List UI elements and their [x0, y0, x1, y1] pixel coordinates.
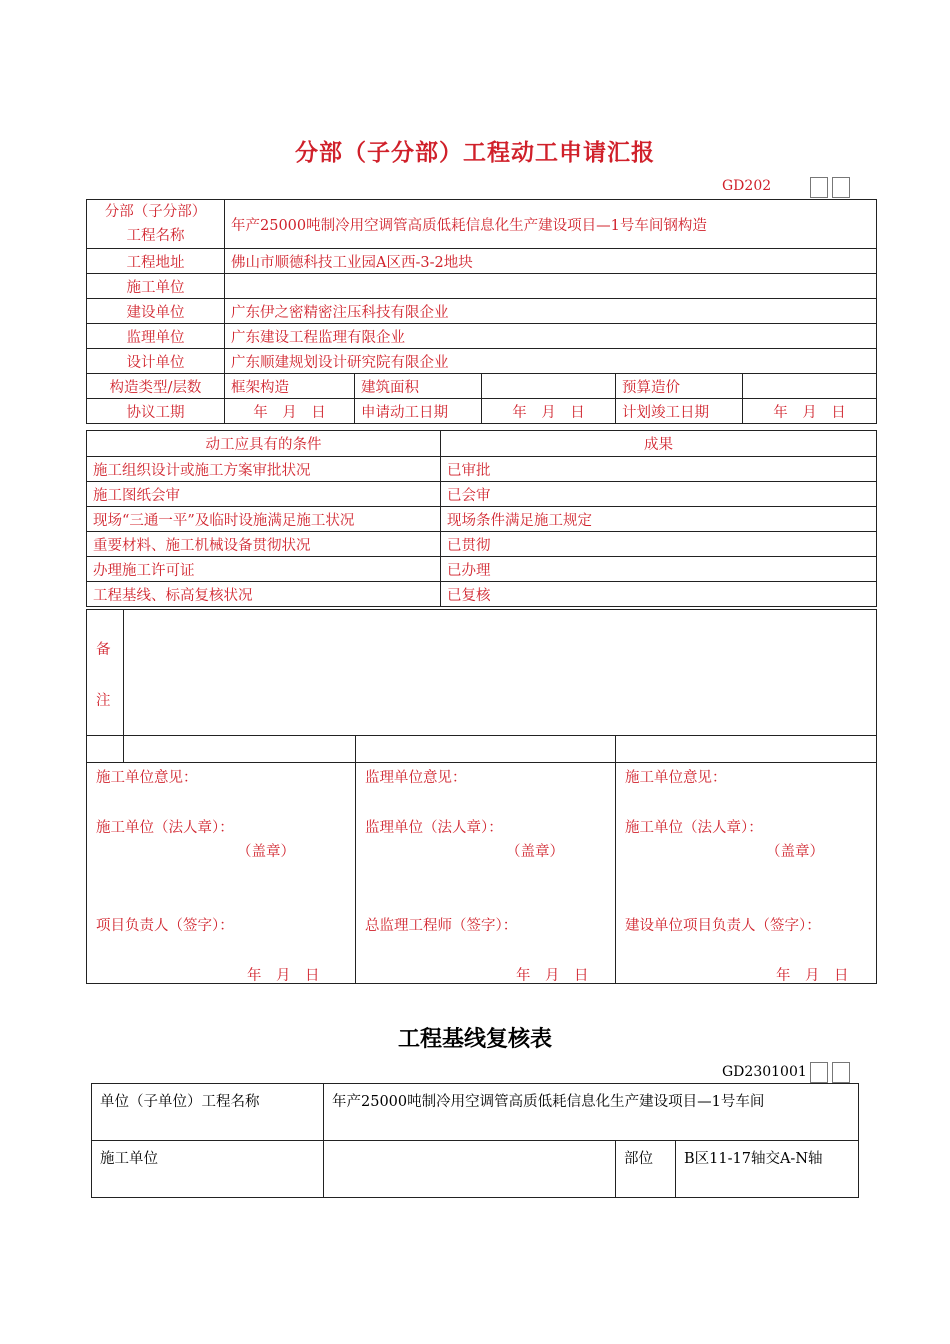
opinion-signer: 项目负责人（签字）：: [96, 918, 234, 934]
plan-finish-value: 年 月 日: [743, 399, 877, 424]
opinion-title: 施工单位意见：: [625, 770, 727, 786]
form2-contractor-label: 施工单位: [92, 1141, 324, 1198]
owner-label: 建设单位: [87, 299, 225, 324]
supervisor-value: 广东建设工程监理有限企业: [225, 324, 877, 349]
code-box: [832, 1062, 850, 1083]
condition-result: 已贯彻: [441, 532, 877, 557]
opinion-signer: 总监理工程师（签字）：: [365, 918, 518, 934]
unit-name-value: 年产25000吨制冷用空调管高质低耗信息化生产建设项目—1号车间: [324, 1084, 859, 1141]
form2-table: [91, 1083, 859, 1198]
form1-title: 分部（子分部）工程动工申请汇报: [295, 139, 655, 166]
form1-table: [86, 199, 877, 424]
condition-result: 已审批: [441, 457, 877, 482]
opinion-seal: （盖章）: [766, 844, 824, 860]
condition-item: 工程基线、标高复核状况: [87, 582, 441, 607]
opinion-title: 施工单位意见：: [96, 770, 198, 786]
opinion-title: 监理单位意见：: [365, 770, 467, 786]
condition-result: 已会审: [441, 482, 877, 507]
budget-label: 预算造价: [616, 374, 743, 399]
structure-value: 框架构造: [225, 374, 355, 399]
area-value: [482, 374, 616, 399]
budget-value: [743, 374, 877, 399]
condition-item: 施工图纸会审: [87, 482, 441, 507]
location-value: B区11-17轴交A-N轴: [676, 1141, 859, 1198]
apply-start-value: 年 月 日: [482, 399, 616, 424]
results-header: 成果: [441, 431, 877, 457]
project-name-value: 年产25000吨制冷用空调管高质低耗信息化生产建设项目—1号车间钢构造: [225, 200, 877, 249]
plan-finish-label: 计划竣工日期: [616, 399, 743, 424]
contractor-value: [225, 274, 877, 299]
opinion-date: 年 月 日: [516, 968, 589, 984]
opinion-seal-label: 监理单位（法人章）：: [365, 820, 503, 836]
supervisor-label: 监理单位: [87, 324, 225, 349]
condition-result: 已复核: [441, 582, 877, 607]
opinion-signer: 建设单位项目负责人（签字）：: [625, 918, 821, 934]
form1-code-boxes: [810, 177, 850, 198]
condition-item: 重要材料、施工机械设备贯彻状况: [87, 532, 441, 557]
project-name-label: 分部（子分部） 工程名称: [87, 200, 225, 249]
code-box: [832, 177, 850, 198]
form2-code-boxes: [810, 1062, 850, 1083]
condition-item: 办理施工许可证: [87, 557, 441, 582]
condition-item: 现场“三通一平”及临时设施满足施工状况: [87, 507, 441, 532]
conditions-table: [86, 430, 877, 607]
form2-code: GD2301001: [722, 1064, 807, 1080]
address-value: 佛山市顺德科技工业园A区西-3-2地块: [225, 249, 877, 274]
agreed-period-value: 年 月 日: [225, 399, 355, 424]
contractor-label: 施工单位: [87, 274, 225, 299]
apply-start-label: 申请动工日期: [355, 399, 482, 424]
condition-item: 施工组织设计或施工方案审批状况: [87, 457, 441, 482]
designer-value: 广东顺建规划设计研究院有限企业: [225, 349, 877, 374]
opinion-date: 年 月 日: [247, 968, 320, 984]
form2-title: 工程基线复核表: [397, 1026, 552, 1052]
opinion-cell: [87, 736, 356, 984]
opinion-seal: （盖章）: [237, 844, 295, 860]
owner-value: 广东伊之密精密注压科技有限企业: [225, 299, 877, 324]
opinion-seal: （盖章）: [506, 844, 564, 860]
condition-result: 已办理: [441, 557, 877, 582]
opinion-cell: [356, 736, 616, 984]
form1-code: GD202: [722, 178, 772, 194]
conditions-header: 动工应具有的条件: [87, 431, 441, 457]
opinions-table: [86, 735, 877, 984]
condition-result: 现场条件满足施工规定: [441, 507, 877, 532]
opinion-seal-label: 施工单位（法人章）：: [96, 820, 234, 836]
unit-name-label: 单位（子单位）工程名称: [92, 1084, 324, 1141]
area-label: 建筑面积: [355, 374, 482, 399]
form2-contractor-value: [324, 1141, 616, 1198]
location-label: 部位: [616, 1141, 676, 1198]
designer-label: 设计单位: [87, 349, 225, 374]
agreed-period-label: 协议工期: [87, 399, 225, 424]
code-box: [810, 1062, 828, 1083]
opinion-cell: [616, 736, 877, 984]
opinion-date: 年 月 日: [776, 968, 849, 984]
address-label: 工程地址: [87, 249, 225, 274]
remarks-label: 备 注: [87, 610, 124, 763]
structure-label: 构造类型/层数: [87, 374, 225, 399]
opinion-seal-label: 施工单位（法人章）：: [625, 820, 763, 836]
code-box: [810, 177, 828, 198]
